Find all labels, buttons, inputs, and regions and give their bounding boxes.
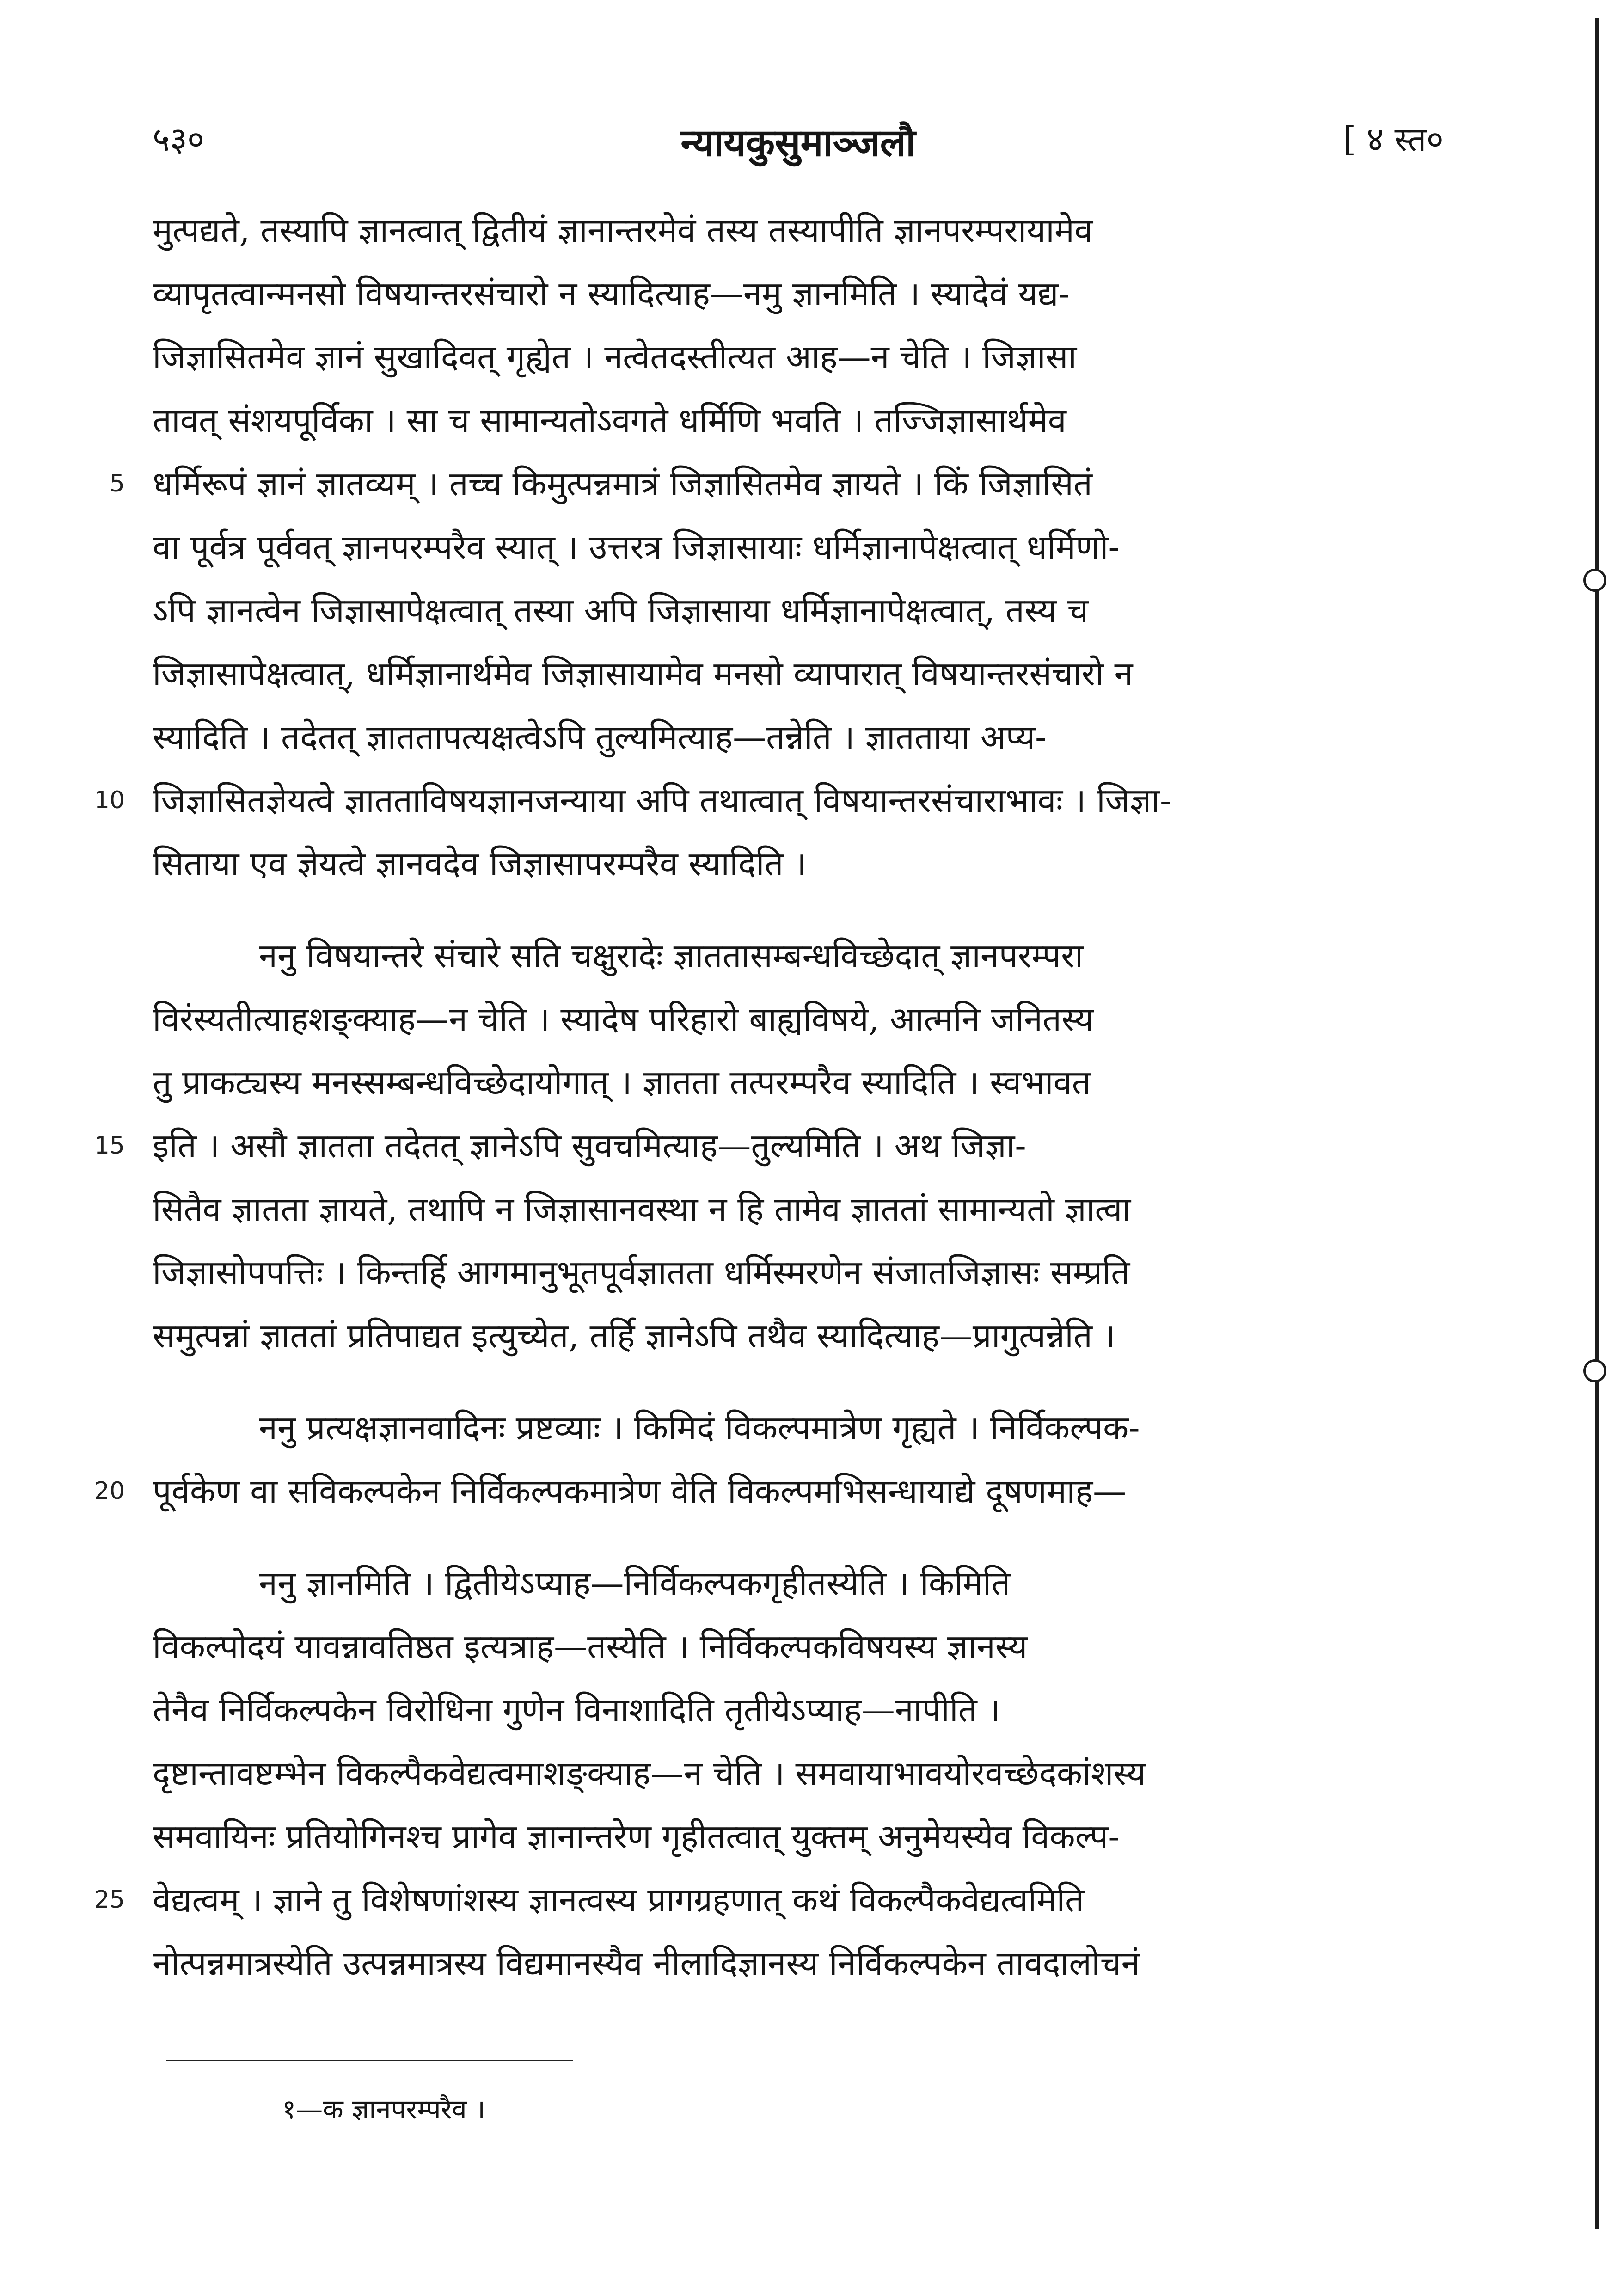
text-line: दृष्टान्तावष्टम्भेन विकल्पैकवेद्यत्वमाशङ्क्याह—न चेति । समवायाभावयोरवच्छेदकांशस्य bbox=[153, 1754, 1146, 1793]
page-number: ५३० bbox=[153, 120, 205, 159]
text-line: तु प्राकट्यस्य मनस्सम्बन्धविच्छेदायोगात् । ज्ञातता तत्परम्परैव स्यादिति । स्वभावत bbox=[153, 1063, 1091, 1102]
page-header bbox=[153, 116, 1444, 176]
footnote: १—क ज्ञानपरम्परैव । bbox=[282, 2094, 486, 2125]
text-line: तेनैव निर्विकल्पकेन विरोधिना गुणेन विनाशादिति तृतीयेऽप्याह—नापीति । bbox=[153, 1690, 1000, 1729]
text-line-content: जिज्ञासितज्ञेयत्वे ज्ञातताविषयज्ञानजन्याया अपि तथात्वात् विषयान्तरसंचाराभावः । जिज्ञा- bbox=[153, 781, 1171, 820]
text-line: ऽपि ज्ञानत्वेन जिज्ञासापेक्षत्वात् तस्या अपि जिज्ञासाया धर्मिज्ञानापेक्षत्वात्, तस्य च bbox=[153, 591, 1089, 630]
binding-edge bbox=[1595, 18, 1599, 2229]
text-line: विकल्पोदयं यावन्नावतिष्ठत इत्यत्राह—तस्येति । निर्विकल्पकविषयस्य ज्ञानस्य bbox=[153, 1627, 1028, 1666]
footnote-divider bbox=[166, 2060, 573, 2061]
line-number: 5 bbox=[109, 470, 125, 497]
paragraph-3 bbox=[94, 1396, 1442, 1523]
text-line: व्यापृतत्वान्मनसो विषयान्तरसंचारो न स्यादित्याह—नमु ज्ञानमिति । स्यादेवं यद्य- bbox=[153, 274, 1070, 313]
binding-hole-icon bbox=[1583, 1359, 1606, 1382]
text-line bbox=[94, 1460, 1442, 1523]
text-line: तावत् संशयपूर्विका । सा च सामान्यतोऽवगते धर्मिणि भवति । तज्जिज्ञासार्थमेव bbox=[153, 401, 1066, 440]
line-number: 20 bbox=[94, 1477, 125, 1505]
line-number: 25 bbox=[94, 1886, 125, 1914]
text-line-content: इति । असौ ज्ञातता तदेतत् ज्ञानेऽपि सुवचमित्याह—तुल्यमिति । अथ जिज्ञा- bbox=[153, 1126, 1026, 1165]
text-line: ननु ज्ञानमिति । द्वितीयेऽप्याह—निर्विकल्पकगृहीतस्येति । किमिति bbox=[259, 1564, 1011, 1603]
text-line-content: धर्मिरूपं ज्ञानं ज्ञातव्यम् । तच्च किमुत्पन्नमात्रं जिज्ञासितमेव ज्ञायते । किं जिज्ञासितं bbox=[153, 464, 1092, 503]
text-line: जिज्ञासितमेव ज्ञानं सुखादिवत् गृह्येत । नत्वेतदस्तीत्यत आह—न चेति । जिज्ञासा bbox=[153, 338, 1077, 376]
running-title: न्यायकुसुमाञ्जलौ bbox=[680, 121, 916, 165]
text-line-content: पूर्वकेण वा सविकल्पकेन निर्विकल्पकमात्रेण वेति विकल्पमभिसन्धायाद्ये दूषणमाह— bbox=[153, 1472, 1127, 1511]
text-line-content: वेद्यत्वम् । ज्ञाने तु विशेषणांशस्य ज्ञानत्वस्य प्रागग्रहणात् कथं विकल्पैकवेद्यत्वमिति bbox=[153, 1880, 1085, 1919]
text-line: मुत्पद्यते, तस्यापि ज्ञानत्वात् द्वितीयं ज्ञानान्तरमेवं तस्य तस्यापीति ज्ञानपरम्परायामेव bbox=[153, 211, 1093, 250]
text-line: जिज्ञासापेक्षत्वात्, धर्मिज्ञानार्थमेव जिज्ञासायामेव मनसो व्यापारात् विषयान्तरसंचारो न bbox=[153, 654, 1133, 693]
binding-hole-icon bbox=[1583, 569, 1606, 592]
text-line: वा पूर्वत्र पूर्ववत् ज्ञानपरम्परैव स्यात् । उत्तरत्र जिज्ञासायाः धर्मिज्ञानापेक्षत्वात् धर्मिणो- bbox=[153, 528, 1120, 566]
text-line: समुत्पन्नां ज्ञाततां प्रतिपाद्यत इत्युच्येत, तर्हि ज्ञानेऽपि तथैव स्यादित्याह—प्रागुत्पन्नेति । bbox=[153, 1316, 1116, 1355]
text-line bbox=[94, 1114, 1442, 1178]
text-line: जिज्ञासोपपत्तिः । किन्तर्हि आगमानुभूतपूर्वज्ञातता धर्मिस्मरणेन संजातजिज्ञासः सम्प्रति bbox=[153, 1253, 1130, 1292]
text-line: नोत्पन्नमात्रस्येति उत्पन्नमात्रस्य विद्यमानस्यैव नीलादिज्ञानस्य निर्विकल्पकेन तावदालोचनं bbox=[153, 1944, 1140, 1983]
paragraph-4 bbox=[94, 1552, 1442, 1995]
section-mark: [ ४ स्त० bbox=[1343, 120, 1444, 159]
text-line: विरंस्यतीत्याहशङ्क्याह—न चेति । स्यादेष परिहारो बाह्यविषये, आत्मनि जनितस्य bbox=[153, 1000, 1094, 1038]
line-number: 10 bbox=[94, 786, 125, 814]
line-number: 15 bbox=[94, 1132, 125, 1160]
text-line bbox=[94, 769, 1442, 832]
text-line: सितैव ज्ञातता ज्ञायते, तथापि न जिज्ञासानवस्था न हि तामेव ज्ञाततां सामान्यतो ज्ञात्वा bbox=[153, 1190, 1131, 1228]
text-line bbox=[94, 1868, 1442, 1932]
text-line: समवायिनः प्रतियोगिनश्च प्रागेव ज्ञानान्तरेण गृहीतत्वात् युक्तम् अनुमेयस्येव विकल्प- bbox=[153, 1817, 1120, 1856]
commentary-text bbox=[94, 199, 1442, 1995]
paragraph-1 bbox=[94, 199, 1442, 896]
text-line: सिताया एव ज्ञेयत्वे ज्ञानवदेव जिज्ञासापरम्परैव स्यादिति । bbox=[153, 844, 807, 883]
text-line: ननु प्रत्यक्षज्ञानवादिनः प्रष्टव्याः । किमिदं विकल्पमात्रेण गृह्यते । निर्विकल्पक- bbox=[259, 1408, 1140, 1447]
paragraph-2 bbox=[94, 924, 1442, 1368]
text-line: ननु विषयान्तरे संचारे सति चक्षुरादेः ज्ञाततासम्बन्धविच्छेदात् ज्ञानपरम्परा bbox=[259, 936, 1084, 975]
text-line bbox=[109, 452, 1442, 516]
text-line: स्यादिति । तदेतत् ज्ञाततापत्यक्षत्वेऽपि तुल्यमित्याह—तन्नेति । ज्ञातताया अप्य- bbox=[153, 718, 1047, 756]
